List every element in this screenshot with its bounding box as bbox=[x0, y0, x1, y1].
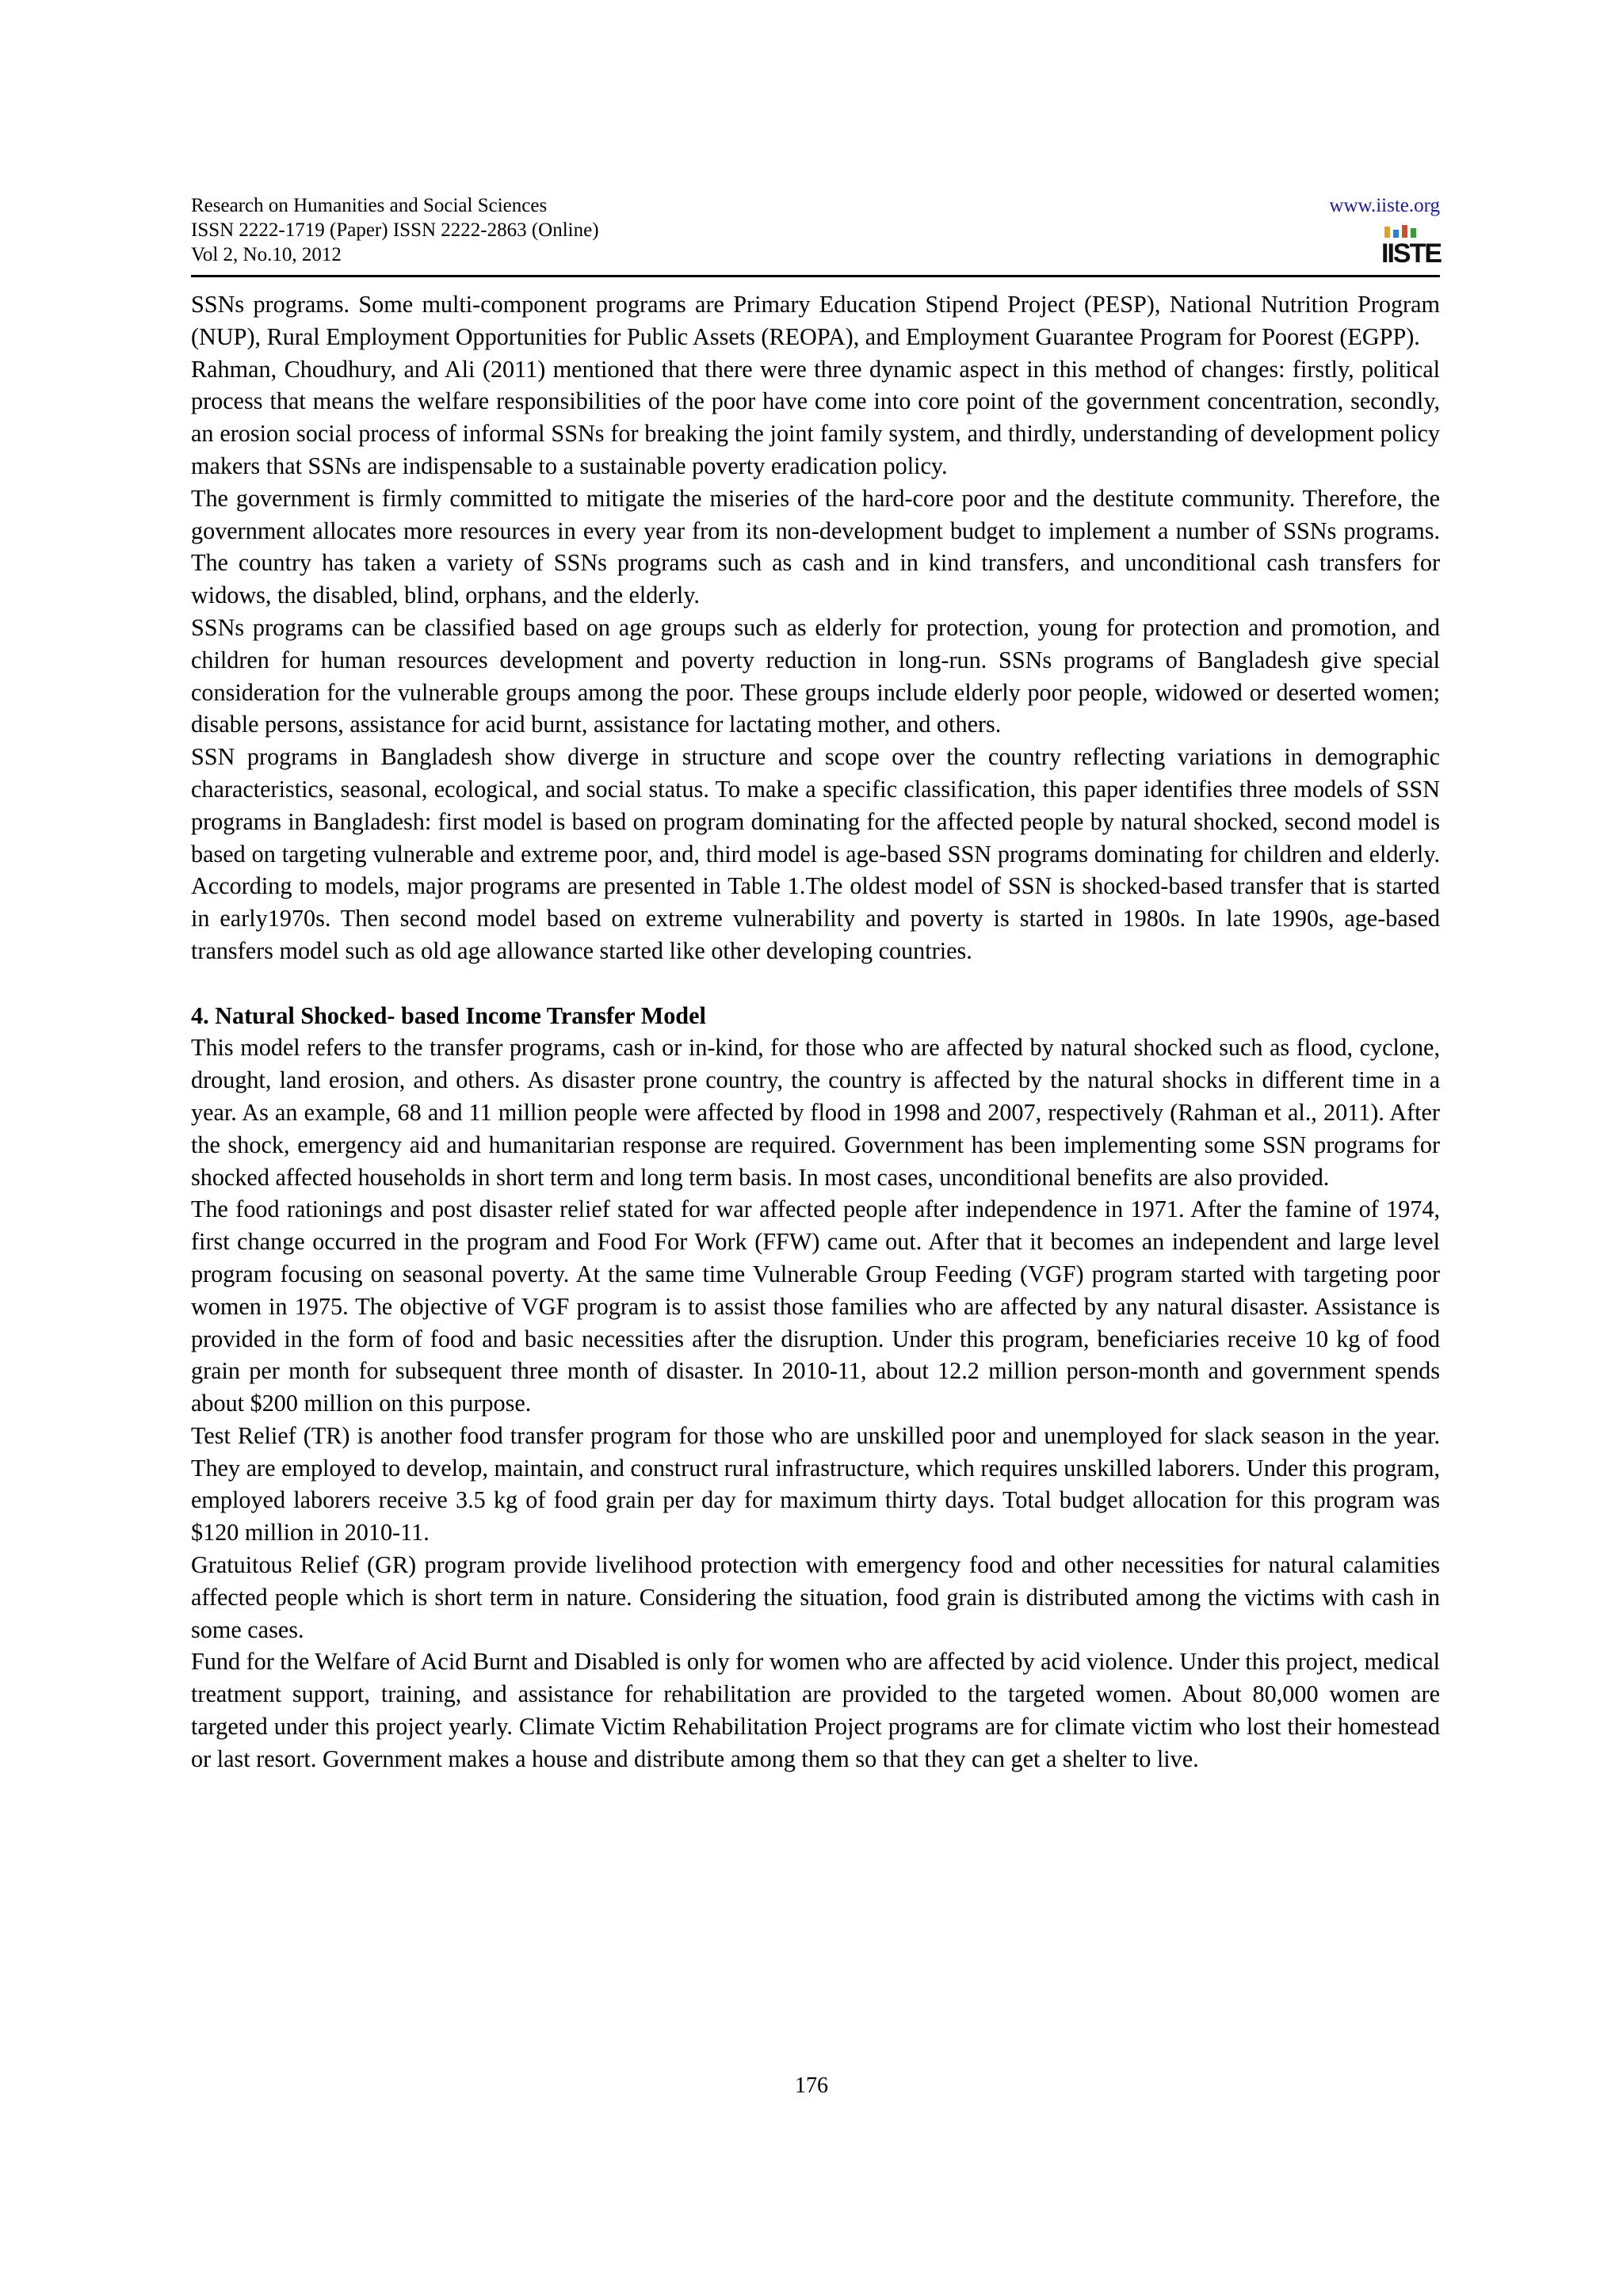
logo-bars-icon bbox=[1384, 225, 1416, 238]
logo-bar bbox=[1402, 225, 1407, 238]
page-header bbox=[191, 193, 1440, 277]
journal-url-link[interactable]: www.iiste.org bbox=[1329, 195, 1440, 216]
article-body bbox=[191, 288, 1440, 1775]
body-paragraph: SSNs programs. Some multi-component programs are Primary Education Stipend Project (PESP), National Nutrition Program (NUP), Rural Employment Opportunities for Public Assets (REOPA), and Employment Guarantee Program for Poorest (EGPP). bbox=[191, 291, 1440, 350]
header-right bbox=[1329, 193, 1440, 218]
journal-info bbox=[191, 193, 599, 267]
iiste-logo bbox=[1381, 225, 1442, 271]
journal-issn: ISSN 2222-1719 (Paper) ISSN 2222-2863 (Online) bbox=[191, 219, 599, 241]
body-paragraph: SSN programs in Bangladesh show diverge in structure and scope over the country reflecting variations in demographic characteristics, seasonal, ecological, and social status. To make a specific classification, this paper identifies three models of SSN programs in Bangladesh: first model is based on program dominating for the affected people by natural shocked, second model is based on targeting vulnerable and extreme poor, and, third model is age-based SSN programs dominating for children and elderly. According to models, major programs are presented in Table 1.The oldest model of SSN is shocked-based transfer that is started in early1970s. Then second model based on extreme vulnerability and poverty is started in 1980s. In late 1990s, age-based transfers model such as old age allowance started like other developing countries. bbox=[191, 743, 1440, 964]
section-paragraph: This model refers to the transfer programs, cash or in-kind, for those who are affected by natural shocked such as flood, cyclone, drought, land erosion, and others. As disaster prone country, the country is affected by the natural shocks in different time in a year. As an example, 68 and 11 million people were affected by flood in 1998 and 2007, respectively (Rahman et al., 2011). After the shock, emergency aid and humanitarian response are required. Government has been implementing some SSN programs for shocked affected households in short term and long term basis. In most cases, unconditional benefits are also provided. bbox=[191, 1034, 1440, 1191]
page-number: 176 bbox=[795, 2073, 828, 2098]
body-paragraph: Rahman, Choudhury, and Ali (2011) mentioned that there were three dynamic aspect in this method of changes: firstly, political process that means the welfare responsibilities of the poor have come into core point of the government concentration, secondly, an erosion social process of informal SSNs for breaking the joint family system, and thirdly, understanding of development policy makers that SSNs are indispensable to a sustainable poverty eradication policy. bbox=[191, 355, 1440, 479]
section-paragraph: Fund for the Welfare of Acid Burnt and Disabled is only for women who are affected by acid violence. Under this project, medical treatment support, training, and assistance for rehabilitation are provided to the targeted women. About 80,000 women are targeted under this project yearly. Climate Victim Rehabilitation Project programs are for climate victim who lost their homestead or last resort. Government makes a house and distribute among them so that they can get a shelter to live. bbox=[191, 1648, 1440, 1772]
body-paragraph: The government is firmly committed to mitigate the miseries of the hard-core poor and the destitute community. Therefore, the government allocates more resources in every year from its non-development budget to implement a number of SSNs programs. The country has taken a variety of SSNs programs such as cash and in kind transfers, and unconditional cash transfers for widows, the disabled, blind, orphans, and the elderly. bbox=[191, 484, 1440, 609]
section-paragraph: Test Relief (TR) is another food transfer program for those who are unskilled poor and unemployed for slack season in the year. They are employed to develop, maintain, and construct rural infrastructure, which requires unskilled laborers. Under this program, employed laborers receive 3.5 kg of food grain per day for maximum thirty days. Total budget allocation for this program was $120 million in 2010-11. bbox=[191, 1421, 1440, 1547]
logo-bar bbox=[1393, 230, 1399, 238]
section-paragraph: The food rationings and post disaster relief stated for war affected people after independence in 1971. After the famine of 1974, first change occurred in the program and Food For Work (FFW) came out. After that it becomes an independent and large level program focusing on seasonal poverty. At the same time Vulnerable Group Feeding (VGF) program started with targeting poor women in 1975. The objective of VGF program is to assist those families who are affected by any natural disaster. Assistance is provided in the form of food and basic necessities after the disruption. Under this program, beneficiaries receive 10 kg of food grain per month for subsequent three month of disaster. In 2010-11, about 12.2 million person-month and government spends about $200 million on this purpose. bbox=[191, 1196, 1440, 1417]
journal-title: Research on Humanities and Social Sciences bbox=[191, 195, 548, 216]
section-paragraph: Gratuitous Relief (GR) program provide livelihood protection with emergency food and other necessities for natural calamities affected people which is short term in nature. Considering the situation, food grain is distributed among the victims with cash in some cases. bbox=[191, 1551, 1440, 1643]
logo-wordmark: IISTE bbox=[1381, 238, 1442, 269]
section-heading: 4. Natural Shocked- based Income Transfer Model bbox=[191, 1001, 706, 1029]
logo-bar bbox=[1411, 228, 1416, 238]
journal-volume: Vol 2, No.10, 2012 bbox=[191, 244, 342, 265]
body-paragraph: SSNs programs can be classified based on age groups such as elderly for protection, young for protection and promotion, and children for human resources development and poverty reduction in long-run. SSNs programs of Bangladesh give special consideration for the vulnerable groups among the poor. These groups include elderly poor people, widowed or deserted women; disable persons, assistance for acid burnt, assistance for lactating mother, and others. bbox=[191, 613, 1440, 738]
logo-bar bbox=[1384, 227, 1390, 238]
